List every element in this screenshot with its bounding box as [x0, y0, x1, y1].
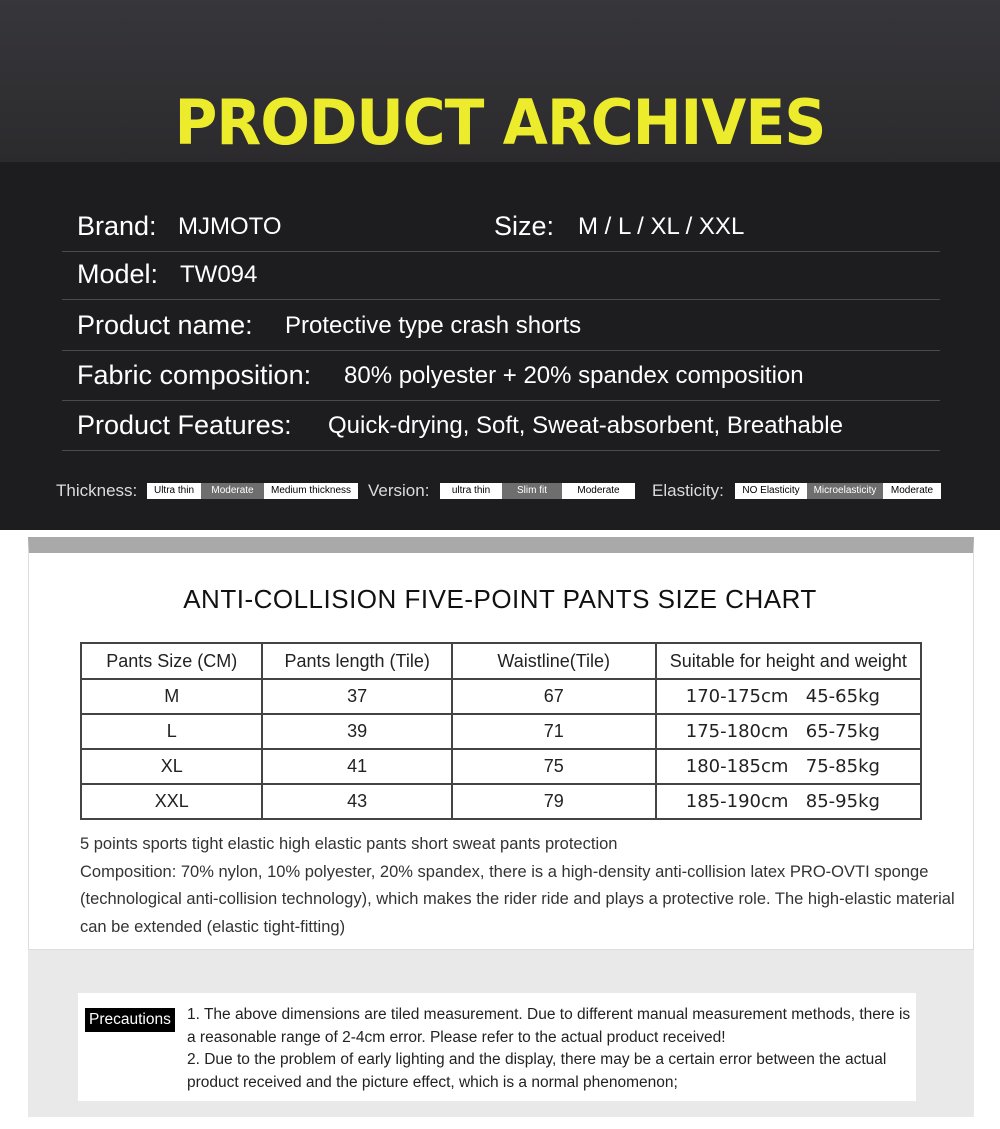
fabric-value: 80% polyester + 20% spandex composition [344, 362, 804, 389]
size-label: Size: [494, 211, 555, 241]
elasticity-option-moderate: Moderate [883, 483, 941, 499]
cell-height: 170-175cm [685, 686, 789, 707]
cell-weight: 45-65kg [805, 686, 880, 707]
precaution-item-2: 2. Due to the problem of early lighting and the display, there may be a certain error between the actual product received and the picture effect, which is a normal phenomenon; [187, 1051, 887, 1091]
cell-waist: 67 [452, 679, 656, 714]
elasticity-option-micro-selected: Microelasticity [807, 483, 883, 499]
info-row-product-name [62, 301, 940, 351]
info-row-brand-size [62, 202, 940, 252]
cell-size: XL [81, 749, 262, 784]
cell-length: 39 [262, 714, 451, 749]
product-name-label: Product name: [77, 310, 253, 340]
column-header-length: Pants length (Tile) [262, 643, 451, 679]
cell-height: 180-185cm [685, 756, 789, 777]
column-header-height-weight: Suitable for height and weight [656, 643, 921, 679]
product-description [80, 831, 960, 941]
version-label: Version: [368, 481, 430, 500]
info-row-fabric [62, 351, 940, 401]
precaution-item-1: 1. The above dimensions are tiled measurement. Due to different manual measurement methods, there is a reasonable range of 2-4cm error. Please refer to the actual product received! [187, 1006, 911, 1046]
product-name-value: Protective type crash shorts [285, 312, 582, 339]
thickness-option-moderate-selected: Moderate [201, 483, 264, 499]
cell-height: 185-190cm [685, 791, 789, 812]
cell-height-weight [656, 749, 921, 784]
cell-waist: 79 [452, 784, 656, 819]
brand-label: Brand: [77, 211, 157, 241]
parameter-bar [56, 478, 956, 504]
cell-height: 175-180cm [685, 721, 789, 742]
features-value: Quick-drying, Soft, Sweat-absorbent, Breathable [328, 412, 843, 439]
version-option-slim-fit-selected: Slim fit [502, 483, 562, 499]
size-value: M / L / XL / XXL [578, 213, 745, 240]
description-line-2: Composition: 70% nylon, 10% polyester, 20% spandex, there is a high-density anti-collision latex PRO-OVTI sponge (technological anti-collision technology), which makes the rider ride and plays a protective role. The high-elastic material can be extended (elastic tight-fitting) [80, 862, 955, 936]
model-label: Model: [77, 259, 159, 289]
cell-waist: 75 [452, 749, 656, 784]
cell-size: XXL [81, 784, 262, 819]
cell-length: 43 [262, 784, 451, 819]
cell-length: 41 [262, 749, 451, 784]
cell-length: 37 [262, 679, 451, 714]
page-title: PRODUCT ARCHIVES [174, 86, 826, 159]
info-row-features [62, 401, 940, 451]
precautions-text [187, 1004, 913, 1094]
size-chart-title: ANTI-COLLISION FIVE-POINT PANTS SIZE CHART [183, 584, 817, 614]
elasticity-label: Elasticity: [652, 481, 724, 500]
description-line-1: 5 points sports tight elastic high elastic pants short sweat pants protection [80, 835, 618, 853]
column-header-size: Pants Size (CM) [81, 643, 262, 679]
thickness-option-ultra-thin: Ultra thin [147, 483, 201, 499]
cell-weight: 65-75kg [805, 721, 880, 742]
cell-weight: 85-95kg [805, 791, 880, 812]
cell-height-weight [656, 714, 921, 749]
cell-height-weight [656, 679, 921, 714]
cell-size: M [81, 679, 262, 714]
thickness-label: Thickness: [56, 481, 138, 500]
precautions-tag: Precautions [85, 1008, 175, 1032]
table-row [81, 679, 921, 714]
table-header-row [81, 643, 921, 679]
info-row-model [62, 250, 940, 300]
version-option-moderate: Moderate [562, 483, 635, 499]
features-label: Product Features: [77, 410, 292, 440]
cell-waist: 71 [452, 714, 656, 749]
table-row [81, 749, 921, 784]
cell-weight: 75-85kg [805, 756, 880, 777]
thickness-option-medium: Medium thickness [264, 483, 358, 499]
column-header-waist: Waistline(Tile) [452, 643, 656, 679]
table-row [81, 784, 921, 819]
size-table [80, 642, 922, 820]
cell-height-weight [656, 784, 921, 819]
model-value: TW094 [180, 261, 258, 288]
fabric-label: Fabric composition: [77, 360, 312, 390]
brand-value: MJMOTO [178, 213, 282, 240]
table-row [81, 714, 921, 749]
version-option-ultra-thin: ultra thin [440, 483, 502, 499]
elasticity-option-none: NO Elasticity [735, 483, 807, 499]
cell-size: L [81, 714, 262, 749]
